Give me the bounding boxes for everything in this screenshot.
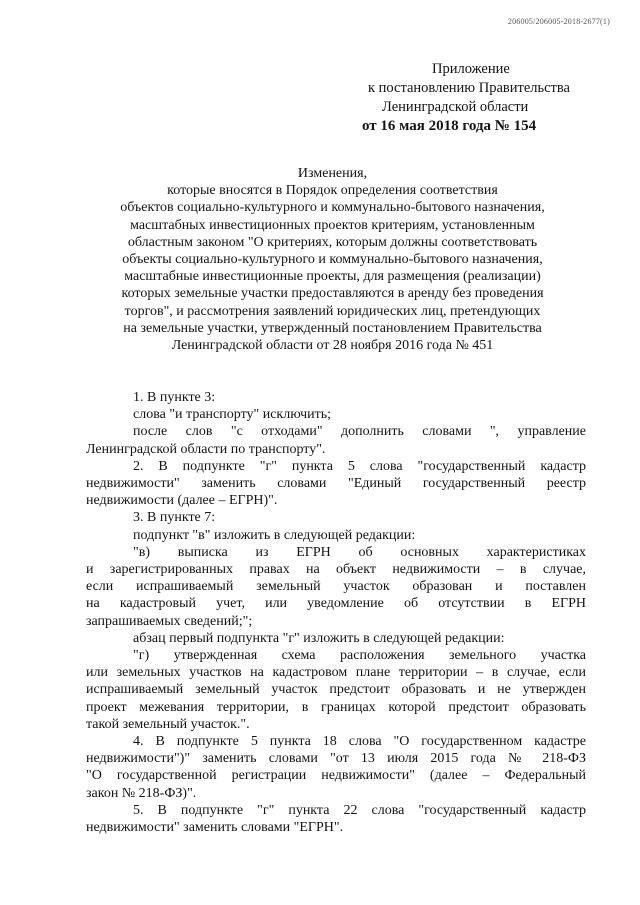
body-line: если испрашиваемый земельный участок образован и поставлен [86,579,586,595]
body-line: закон № 218-ФЗ)". [86,785,197,801]
appendix-line-3: Ленинградской области [382,99,529,115]
title-line: Изменения, [297,166,368,181]
body-line: на кадастровый учет, или уведомление об отсутствии в ЕГРН [86,596,586,612]
title-line: объекты социально-культурного и коммунально-бытового назначения, [122,252,543,268]
body-line: после слов "с отходами" дополнить словами ", управление [133,424,586,440]
document-body [86,389,586,836]
body-line: слова "и транспорту" исключить; [133,407,332,423]
body-line: 4. В подпункте 5 пункта 18 слова "О государственном кадастре [133,734,586,750]
title-line: объектов социально-культурного и коммунально-бытового назначения, [120,200,545,216]
appendix-header [360,60,620,136]
title-line: масштабных инвестиционных проектов критериям, установленным [130,217,535,233]
body-line: 3. В пункте 7: [133,510,216,526]
body-line: 5. В подпункте "г" пункта 22 слова "государственный кадастр [133,802,586,818]
body-line: такой земельный участок.". [86,716,250,732]
body-line: запрашиваемых сведений;"; [86,613,253,629]
body-line: испрашиваемый земельный участок предстоит образовать и не утвержден [86,682,586,698]
body-line: "в) выписка из ЕГРН об основных характеристиках [133,544,586,560]
body-line: подпункт "в" изложить в следующей редакции: [133,527,416,543]
body-line: или земельных участков на кадастровом плане территории – в случае, если [86,665,586,681]
title-line: Ленинградской области от 28 ноября 2016 года № 451 [171,338,494,354]
title-line: на земельные участки, утвержденный постановлением Правительства [123,320,542,336]
body-line: 1. В пункте 3: [133,390,216,405]
title-line: торгов", и рассмотрения заявлений юридических лиц, претендующих [124,303,541,319]
body-line: недвижимости")" заменить словами "от 13 июля 2015 года № 218-ФЗ [86,751,586,767]
title-line: которые вносятся в Порядок определения соответствия [167,183,498,199]
document-title [95,165,570,354]
appendix-line-1: Приложение [432,61,510,77]
title-line: масштабные инвестиционные проекты, для размещения (реализации) [124,269,541,285]
body-line: Ленинградской области по транспорту". [86,441,326,457]
body-line: "г) утвержденная схема расположения земельного участка [133,648,586,664]
body-line: абзац первый подпункта "г" изложить в следующей редакции: [133,630,505,646]
body-line: и зарегистрированных правах на объект недвижимости – в случае, [86,562,586,578]
appendix-line-2: к постановлению Правительства [368,80,570,96]
body-line: недвижимости" заменить словами "Единый государственный реестр [86,476,586,492]
body-line: 2. В подпункте "г" пункта 5 слова "государственный кадастр [133,458,586,474]
body-line: недвижимости" заменить словами "ЕГРН". [86,820,344,836]
appendix-date-number: от 16 мая 2018 года № 154 [362,118,537,134]
body-line: "О государственной регистрации недвижимости" (далее – Федеральный [86,768,586,784]
title-line: которых земельные участки предоставляются в аренду без проведения [121,286,544,302]
body-line: недвижимости (далее – ЕГРН)". [86,493,278,509]
title-line: областным законом "О критериях, которым должны соответствовать [127,234,538,250]
body-line: проект межевания территории, в границах которой предстоит образовать [86,699,586,715]
document-id: 206005/206005-2018-2677(1) [507,17,610,26]
